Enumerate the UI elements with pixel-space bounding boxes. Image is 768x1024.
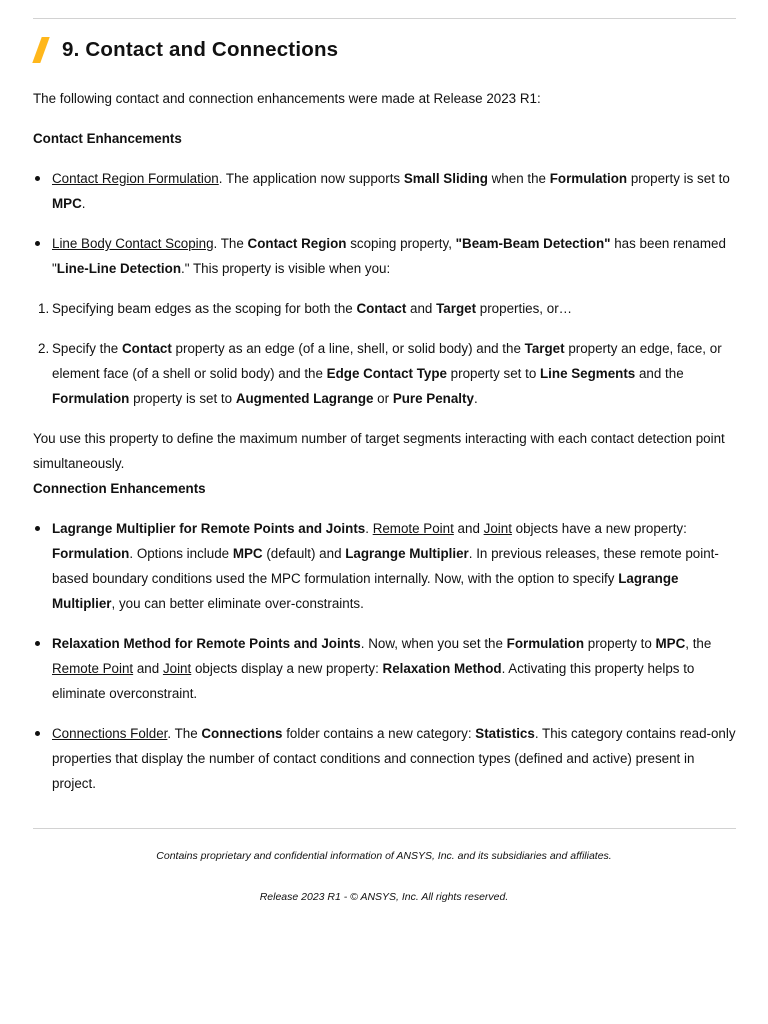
list-item (33, 631, 739, 706)
text: . In previous releases, these remote point-based boundary conditions used the MPC formulation internally. Now, with the option to specify (52, 546, 719, 586)
text: scoping property, (346, 236, 456, 251)
text: property set to (446, 366, 540, 381)
bold-text: Contact (356, 301, 407, 316)
text: , you can better eliminate over-constraints. (111, 596, 364, 611)
text: . Options include (129, 546, 233, 561)
bold-text: Augmented Lagrange (235, 391, 374, 406)
section-heading (33, 34, 338, 66)
text: property to (584, 636, 656, 651)
text: objects display a new property: (191, 661, 383, 676)
bold-text: Pure Penalty (392, 391, 474, 406)
bold-text: Formulation (549, 171, 628, 186)
remote-point-link[interactable]: Remote Point (372, 521, 454, 536)
joint-link[interactable]: Joint (162, 661, 192, 676)
accent-slash-icon (32, 37, 49, 63)
bold-text: Target (436, 301, 477, 316)
text: and (133, 661, 163, 676)
bold-text: Lagrange Multiplier (345, 546, 469, 561)
text: property as an edge (of a line, shell, or solid body) and the (171, 341, 525, 356)
text: Specify the (52, 341, 122, 356)
bold-text: Relaxation Method for Remote Points and Joints (52, 636, 361, 651)
text: and (453, 521, 484, 536)
bold-text: Target (524, 341, 565, 356)
section-body (33, 86, 739, 811)
bold-text: Line Segments (540, 366, 636, 381)
text: . Activating this property helps to eliminate overconstraint. (52, 661, 695, 701)
step-number: 1. (38, 301, 50, 316)
contact-enhancements-heading: Contact Enhancements (33, 131, 182, 146)
text: . This category contains read-only properties that display the number of contact conditions and connection types (defined and active) present in project. (52, 726, 736, 791)
scoping-conditions-list (33, 296, 739, 411)
list-item (33, 166, 739, 216)
bold-text: "Beam-Beam Detection" (455, 236, 611, 251)
connection-enhancements-list (33, 516, 739, 796)
bold-text: Statistics (475, 726, 535, 741)
text: . The (167, 726, 202, 741)
text: property is set to (627, 171, 730, 186)
text: has been renamed " (52, 236, 726, 276)
section-title: 9. Contact and Connections (62, 38, 339, 61)
intro-paragraph: The following contact and connection enhancements were made at Release 2023 R1: (33, 91, 541, 106)
bold-text: Edge Contact Type (326, 366, 447, 381)
text: folder contains a new category: (282, 726, 476, 741)
text: . The application now supports (218, 171, 404, 186)
text: Specifying beam edges as the scoping for both the (52, 301, 357, 316)
confidentiality-notice: Contains proprietary and confidential information of ANSYS, Inc. and its subsidiaries and affiliates. (156, 850, 612, 862)
list-item (33, 516, 739, 616)
contact-enhancements-list (33, 166, 739, 281)
contact-note-paragraph: You use this property to define the maximum number of target segments interacting with each contact detection point simultaneously. (33, 431, 725, 471)
list-item (33, 721, 739, 796)
line-body-contact-scoping-link[interactable]: Line Body Contact Scoping (52, 236, 214, 251)
bold-text: Line-Line Detection (56, 261, 182, 276)
top-divider (33, 18, 736, 19)
text: (default) and (262, 546, 346, 561)
bold-text: Small Sliding (403, 171, 488, 186)
copyright-notice: Release 2023 R1 - © ANSYS, Inc. All rights reserved. (259, 891, 509, 903)
list-item (33, 231, 739, 281)
connection-enhancements-heading: Connection Enhancements (33, 481, 206, 496)
joint-link[interactable]: Joint (483, 521, 512, 536)
text: properties, or… (476, 301, 573, 316)
bold-text: MPC (52, 196, 82, 211)
list-item (33, 336, 739, 411)
bold-text: Formulation (52, 391, 130, 406)
bold-text: MPC (655, 636, 686, 651)
bold-text: Lagrange Multiplier for Remote Points and Joints (52, 521, 366, 536)
text: . The (213, 236, 248, 251)
bold-text: Formulation (52, 546, 130, 561)
bold-text: Connections (201, 726, 283, 741)
bold-text: MPC (232, 546, 263, 561)
remote-point-link[interactable]: Remote Point (52, 661, 134, 676)
text: property an edge, face, or element face (of a shell or solid body) and the (52, 341, 722, 381)
contact-region-formulation-link[interactable]: Contact Region Formulation (52, 171, 219, 186)
text: and (406, 301, 437, 316)
bottom-divider (33, 828, 736, 829)
text: . Now, when you set the (360, 636, 507, 651)
text: when the (487, 171, 550, 186)
text: and the (635, 366, 684, 381)
step-number: 2. (38, 341, 50, 356)
connections-folder-link[interactable]: Connections Folder (52, 726, 168, 741)
text: property is set to (129, 391, 236, 406)
text: ." This property is visible when you: (181, 261, 391, 276)
bold-text: Contact (121, 341, 172, 356)
bold-text: Lagrange Multiplier (52, 571, 679, 611)
text: . (365, 521, 373, 536)
bold-text: Formulation (506, 636, 585, 651)
text: objects have a new property: (511, 521, 687, 536)
list-item (33, 296, 739, 321)
text: . (81, 196, 86, 211)
text: or (373, 391, 393, 406)
bold-text: Relaxation Method (382, 661, 502, 676)
bold-text: Contact Region (247, 236, 347, 251)
text: . (473, 391, 478, 406)
text: , the (685, 636, 712, 651)
